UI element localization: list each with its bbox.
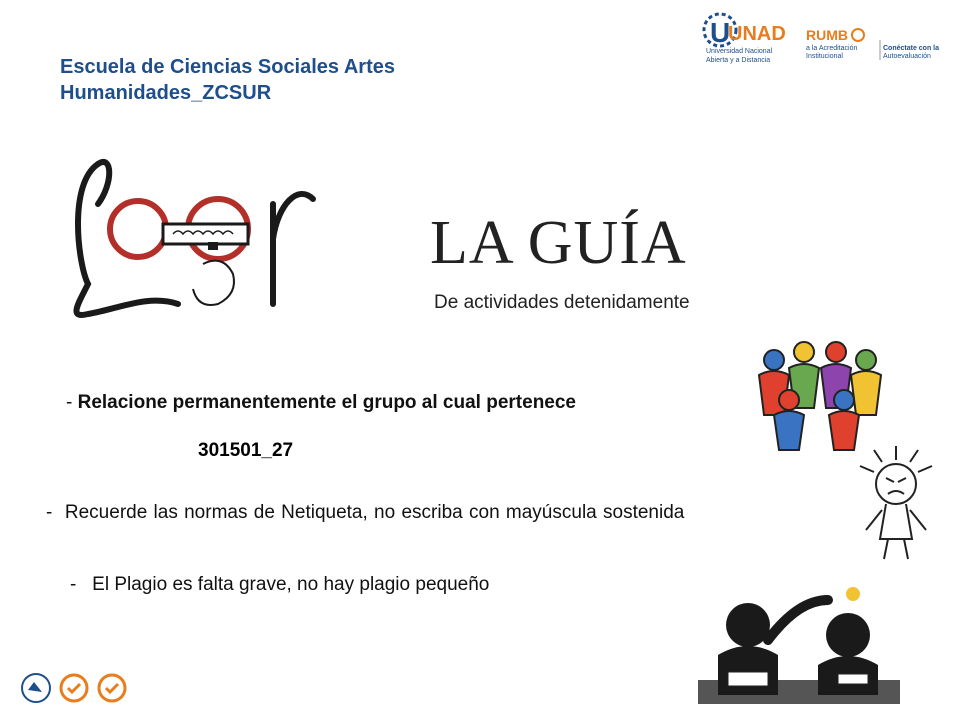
- unad-logo: [704, 14, 786, 64]
- group-people-illustration: [744, 330, 890, 458]
- rumbo-word: RUMB: [806, 27, 848, 43]
- leer-illustration: [58, 144, 328, 334]
- angry-person-illustration: [842, 444, 950, 564]
- school-heading: [60, 54, 395, 106]
- bullet-group: - Relacione permanentemente el grupo al cual pertenece: [66, 392, 576, 413]
- subtitle-overlap-mask: [742, 300, 772, 330]
- bullet-netiquette: - Recuerde las normas de Netiqueta, no escriba con mayúscula sostenida: [46, 502, 685, 523]
- acred-line-1: a la Acreditación: [806, 45, 858, 52]
- conect-line-2: Autoevaluación: [883, 53, 931, 60]
- group-code: 301501_27: [198, 440, 294, 461]
- school-line-2: Humanidades_ZCSUR: [60, 82, 272, 104]
- footer-logos: [18, 668, 136, 708]
- unad-sub-2: Abierta y a Distancia: [706, 57, 771, 64]
- unad-sub-1: Universidad Nacional: [706, 48, 773, 55]
- unad-wordmark: UNAD: [728, 23, 786, 45]
- bullet-plagiarism: - El Plagio es falta grave, no hay plagio pequeño: [70, 574, 490, 595]
- svg-text:U: U: [710, 17, 731, 48]
- plagiarism-illustration: [698, 580, 900, 704]
- guide-subtitle: De actividades detenidamente: [434, 292, 690, 313]
- lightbulb-icon: [846, 587, 860, 601]
- institution-logos: [600, 0, 944, 92]
- conect-line-1: Conéctate con la: [883, 45, 940, 52]
- school-line-1: Escuela de Ciencias Sociales Artes: [60, 56, 395, 78]
- acred-line-2: Institucional: [806, 53, 843, 60]
- bullet-group-text: Relacione permanentemente el grupo al cual pertenece: [77, 392, 576, 413]
- rumbo-logo: [806, 27, 939, 60]
- guide-title: LA GUÍA: [430, 209, 687, 277]
- bullet-netiquette-text: Recuerde las normas de Netiqueta, no escriba con mayúscula sostenida: [64, 502, 685, 523]
- bullet-plagiarism-text: El Plagio es falta grave, no hay plagio pequeño: [92, 574, 490, 595]
